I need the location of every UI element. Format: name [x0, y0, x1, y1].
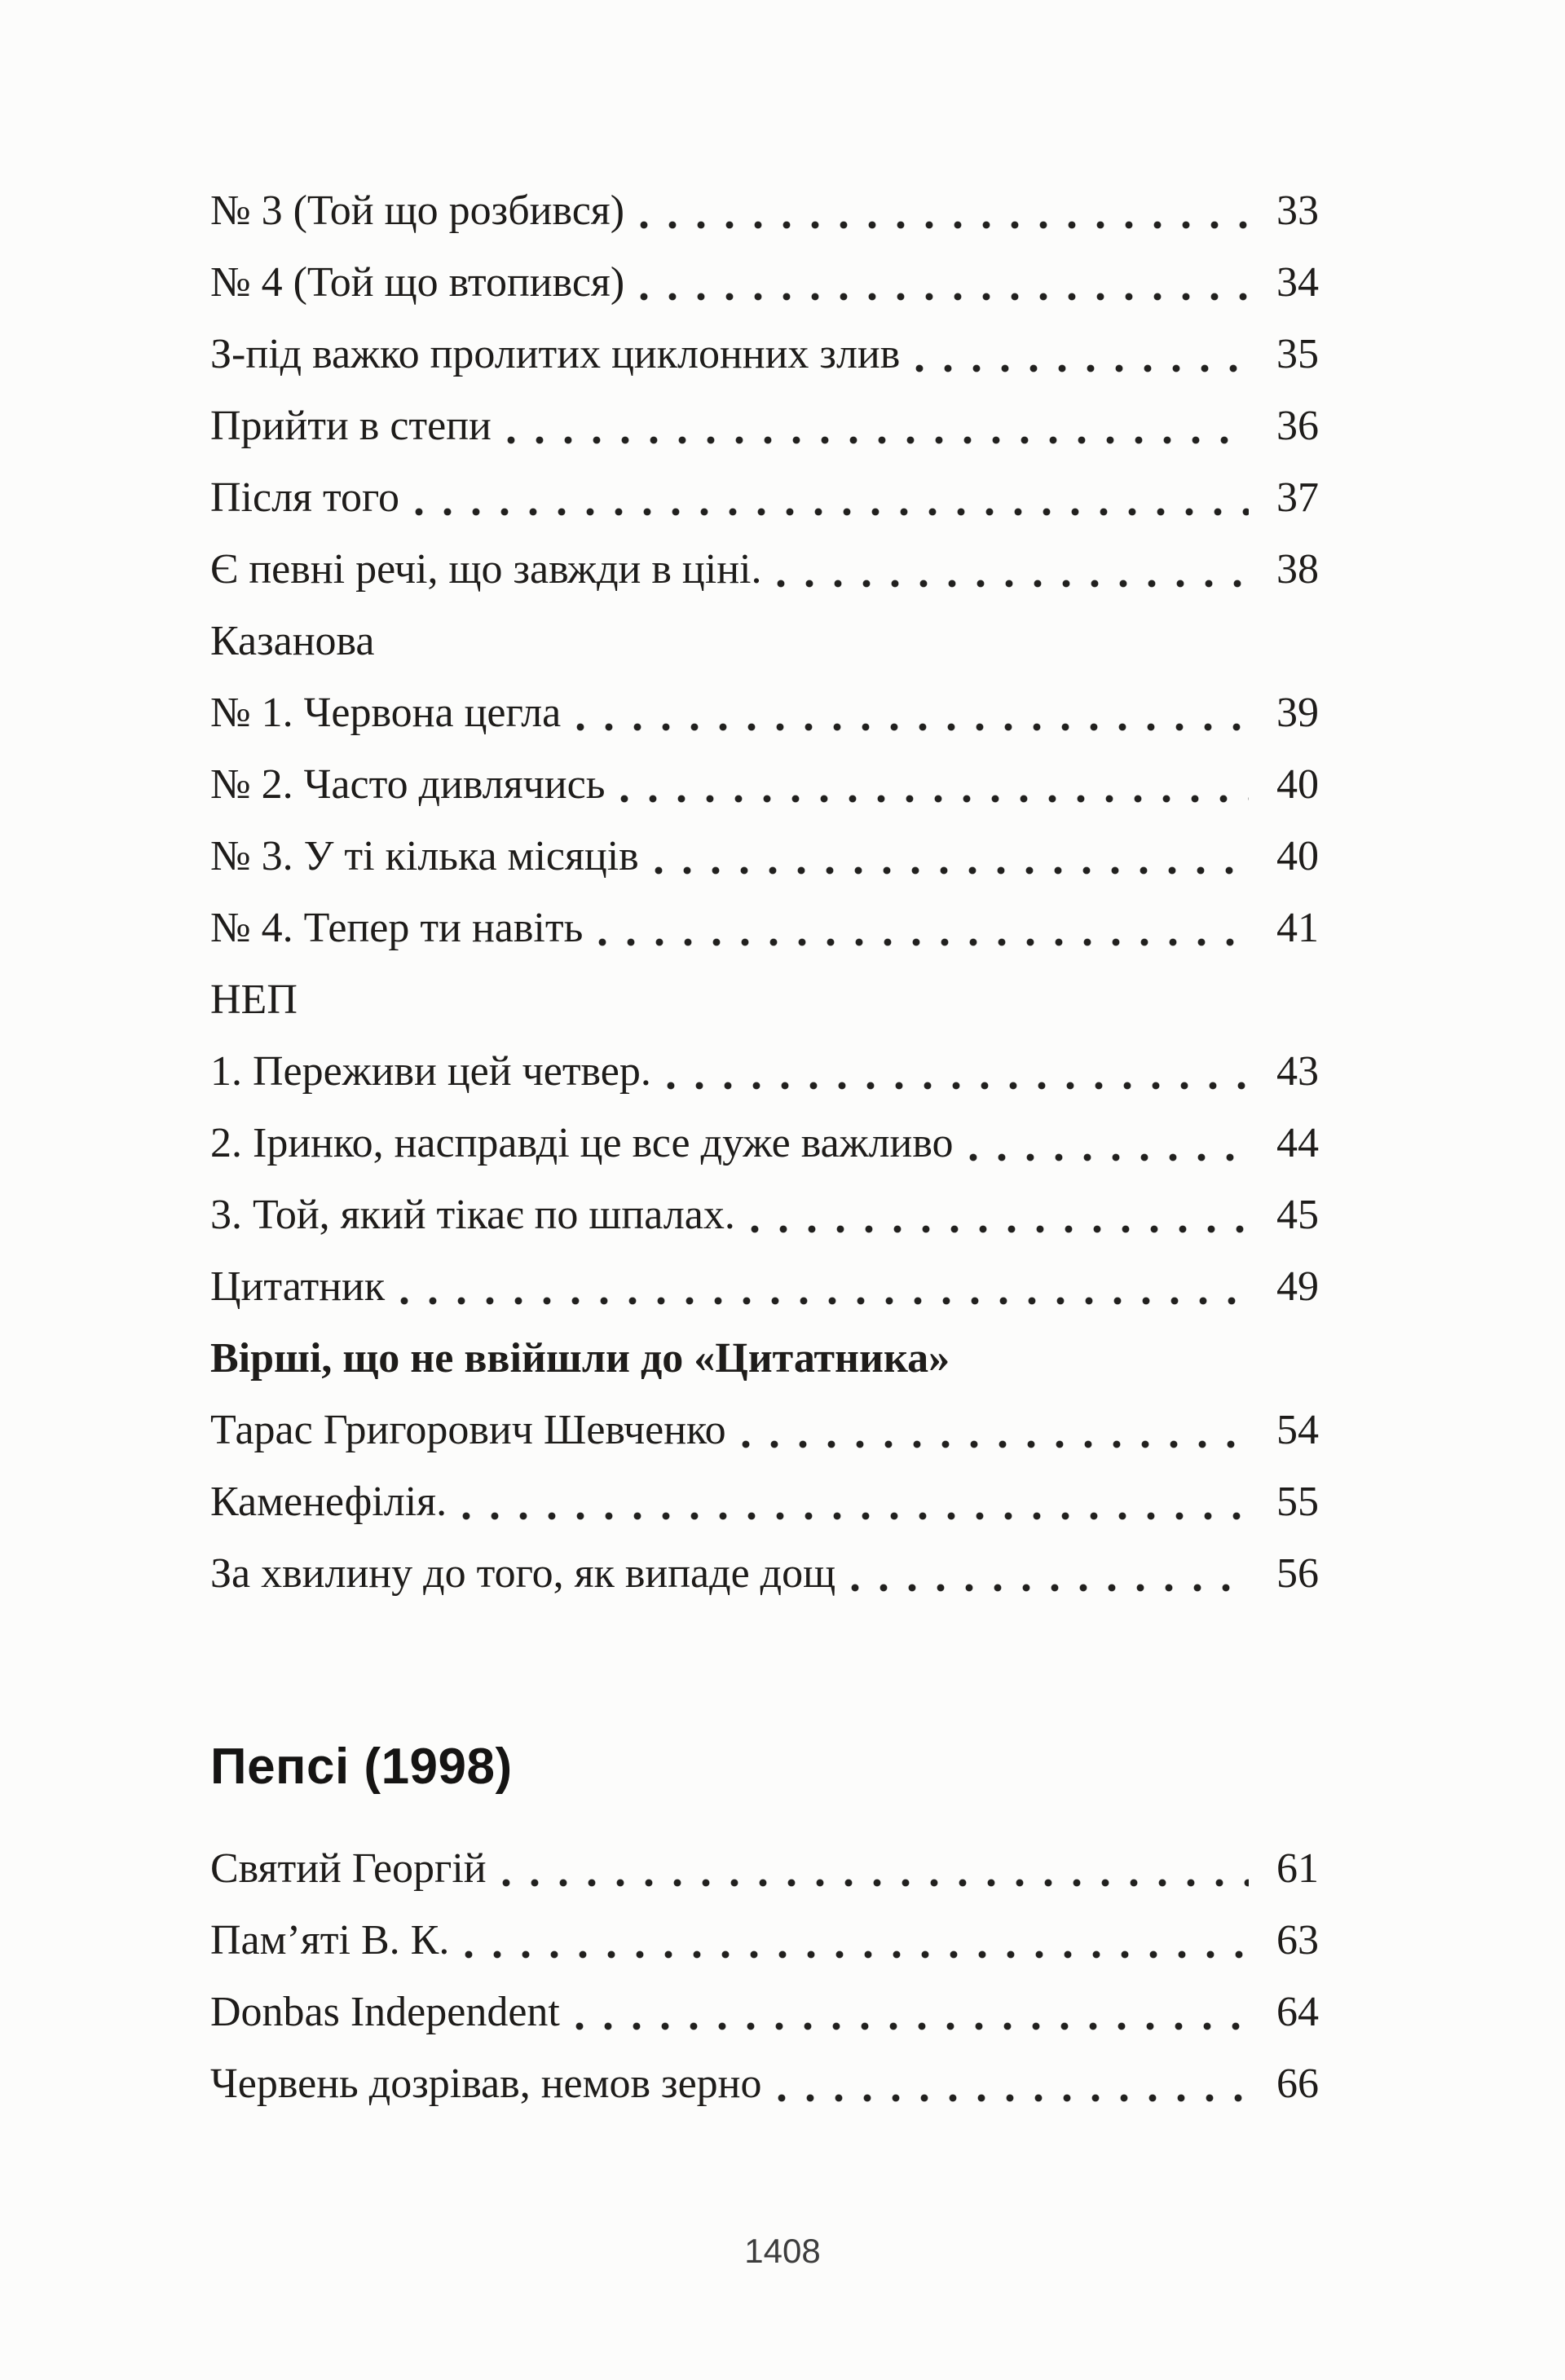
toc-entry-title: 3. Той, який тікає по шпалах.	[210, 1192, 735, 1238]
toc-entry-page-number: 41	[1276, 905, 1319, 951]
dot-leader	[501, 1833, 1249, 1905]
dot-leader	[968, 1108, 1249, 1179]
toc-entry-page-number: 45	[1276, 1192, 1319, 1238]
dot-leader	[619, 749, 1249, 821]
dot-leader	[850, 1538, 1249, 1610]
toc-entry-page-number: 39	[1276, 690, 1319, 736]
toc-entry-title: Вірші, що не ввійшли до «Цитатника»	[210, 1335, 950, 1382]
table-of-contents	[210, 175, 1319, 2120]
toc-entry-title: Прийти в степи	[210, 403, 492, 449]
dot-leader	[461, 1466, 1249, 1538]
toc-entry-row	[210, 1395, 1319, 1466]
toc-entry-page-number: 63	[1276, 1917, 1319, 1964]
toc-entry-page-number: 49	[1276, 1263, 1319, 1310]
toc-entry-title: Тарас Григорович Шевченко	[210, 1407, 726, 1453]
toc-entry-row	[210, 319, 1319, 390]
toc-entry-page-number: 55	[1276, 1479, 1319, 1525]
toc-entry-row	[210, 1108, 1319, 1179]
dot-leader	[776, 534, 1249, 606]
dot-leader	[654, 821, 1249, 892]
toc-entry-page-number: 35	[1276, 331, 1319, 377]
toc-entry-title: Казанова	[210, 618, 375, 664]
dot-leader	[597, 892, 1249, 964]
dot-leader	[639, 247, 1249, 319]
toc-entry-title: З-під важко пролитих циклонних злив	[210, 331, 901, 377]
toc-entry-row	[210, 749, 1319, 821]
dot-leader	[750, 1179, 1249, 1251]
toc-entry-title: Donbas Independent	[210, 1989, 560, 2035]
toc-entry-title: 2. Іринко, насправді це все дуже важливо	[210, 1120, 954, 1166]
toc-entry-title: Є певні речі, що завжди в ціні.	[210, 546, 762, 593]
toc-entry-row	[210, 892, 1319, 964]
toc-entry-row	[210, 1179, 1319, 1251]
toc-entry-row	[210, 247, 1319, 319]
toc-entry-page-number: 54	[1276, 1407, 1319, 1453]
toc-entry-row	[210, 1538, 1319, 1610]
toc-entry-page-number: 66	[1276, 2060, 1319, 2107]
toc-entry-title: № 1. Червона цегла	[210, 690, 562, 736]
toc-entry-row	[210, 1905, 1319, 1977]
toc-entry-title: № 3. У ті кілька місяців	[210, 833, 639, 879]
dot-leader	[666, 1036, 1249, 1108]
page-number: 1408	[744, 2232, 821, 2270]
toc-section-heading: Пепсі (1998)	[210, 1739, 513, 1795]
dot-leader	[915, 319, 1249, 390]
toc-entry-page-number: 33	[1276, 187, 1319, 234]
toc-entry-page-number: 40	[1276, 761, 1319, 808]
toc-entry-title: Пам’яті В. К.	[210, 1917, 450, 1964]
toc-entry-title: НЕП	[210, 976, 298, 1023]
toc-entry-title: № 2. Часто дивлячись	[210, 761, 606, 808]
dot-leader	[741, 1395, 1249, 1466]
toc-entry-row	[210, 462, 1319, 534]
toc-entry-row	[210, 2048, 1319, 2120]
toc-entry-page-number: 34	[1276, 259, 1319, 306]
toc-entry-title: Після того	[210, 474, 400, 521]
toc-entry-page-number: 56	[1276, 1550, 1319, 1597]
toc-entry-title: Каменефілія.	[210, 1479, 447, 1525]
toc-entry-row	[210, 534, 1319, 606]
toc-entry-page-number: 36	[1276, 403, 1319, 449]
toc-entry-row	[210, 175, 1319, 247]
toc-entry-page-number: 44	[1276, 1120, 1319, 1166]
dot-leader	[575, 1977, 1249, 2048]
toc-entry-row	[210, 1977, 1319, 2048]
toc-entry-title: № 3 (Той що розбився)	[210, 187, 625, 234]
toc-entry-row	[210, 606, 1319, 677]
dot-leader	[639, 175, 1249, 247]
dot-leader	[506, 390, 1249, 462]
dot-leader	[464, 1905, 1249, 1977]
toc-entry-row	[210, 390, 1319, 462]
toc-entry-title: Червень дозрівав, немов зерно	[210, 2060, 762, 2107]
toc-entry-title: За хвилину до того, як випаде дощ	[210, 1550, 836, 1597]
dot-leader	[399, 1251, 1249, 1323]
toc-entry-row	[210, 964, 1319, 1036]
toc-entry-row	[210, 1251, 1319, 1323]
toc-entry-page-number: 43	[1276, 1048, 1319, 1095]
toc-entry-row	[210, 677, 1319, 749]
dot-leader	[777, 2048, 1249, 2120]
toc-entry-row	[210, 1833, 1319, 1905]
toc-entry-page-number: 38	[1276, 546, 1319, 593]
dot-leader	[575, 677, 1249, 749]
toc-entry-page-number: 40	[1276, 833, 1319, 879]
toc-entry-title: Цитатник	[210, 1263, 386, 1310]
toc-entry-title: 1. Переживи цей четвер.	[210, 1048, 651, 1095]
toc-entry-row	[210, 821, 1319, 892]
toc-entry-row	[210, 1323, 1319, 1395]
toc-entry-page-number: 61	[1276, 1845, 1319, 1892]
toc-entry-title: № 4 (Той що втопився)	[210, 259, 625, 306]
toc-entry-row	[210, 1036, 1319, 1108]
dot-leader	[414, 462, 1249, 534]
toc-entry-page-number: 64	[1276, 1989, 1319, 2035]
toc-entry-title: № 4. Тепер ти навіть	[210, 905, 584, 951]
toc-entry-title: Святий Георгій	[210, 1845, 487, 1892]
toc-entry-row	[210, 1466, 1319, 1538]
toc-entry-page-number: 37	[1276, 474, 1319, 521]
